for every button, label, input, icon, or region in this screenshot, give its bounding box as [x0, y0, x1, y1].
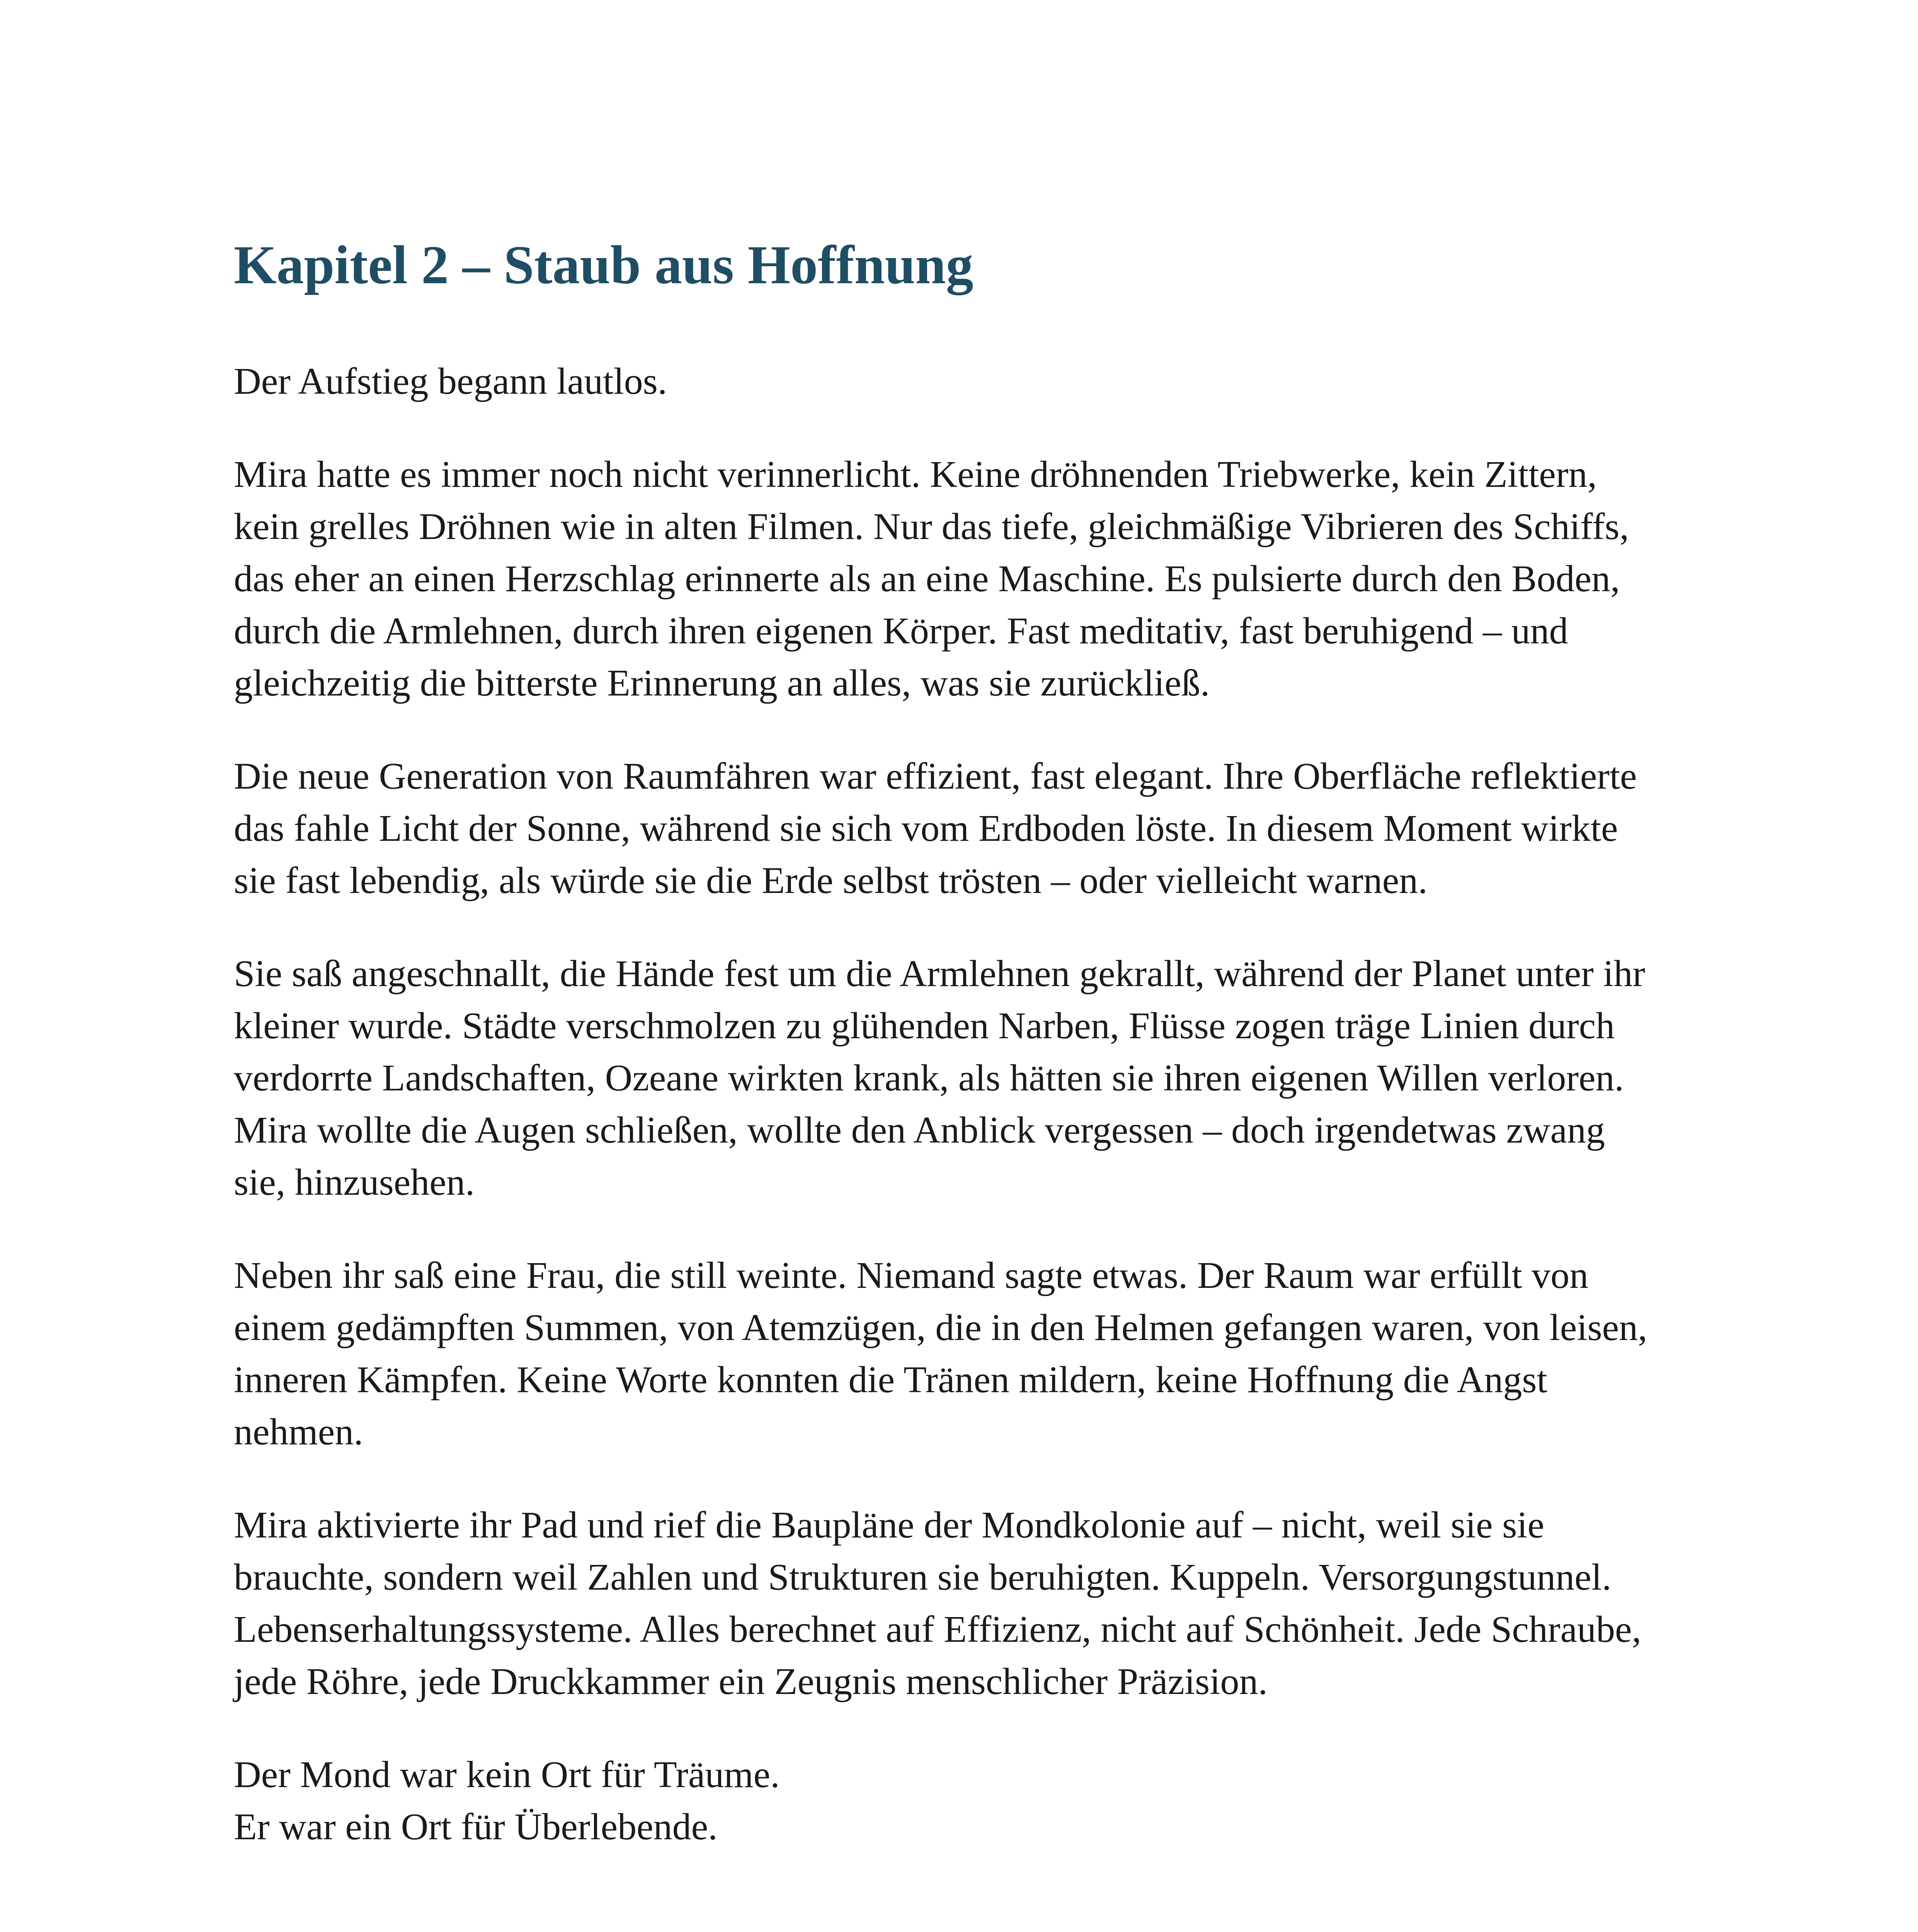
paragraph: Neben ihr saß eine Frau, die still weinte. Niemand sagte etwas. Der Raum war erfüllt von einem gedämpften Summen, von Atemzügen, die in den Helmen gefangen waren, von leisen, inneren Kämpfen. Keine Worte konnten die Tränen mildern, keine Hoffnung die Angst nehmen.: [234, 1255, 1647, 1453]
document-body: [234, 232, 1702, 1932]
paragraph: Sie saß angeschnallt, die Hände fest um die Armlehnen gekrallt, während der Planet unter ihr kleiner wurde. Städte verschmolzen zu glühenden Narben, Flüsse zogen träge Linien durch verdorrte Landschaften, Ozeane wirkten krank, als hätten sie ihren eigenen Willen verloren. Mira wollte die Augen schließen, wollte den Anblick vergessen – doch irgendetwas zwang sie, hinzusehen.: [234, 953, 1646, 1204]
paragraph: Die neue Generation von Raumfähren war effizient, fast elegant. Ihre Oberfläche reflektierte das fahle Licht der Sonne, während sie sich vom Erdboden löste. In diesem Moment wirkte sie fast lebendig, als würde sie die Erde selbst trösten – oder vielleicht warnen.: [234, 755, 1637, 902]
paragraph: Der Mond war kein Ort für Träume. Er war ein Ort für Überlebende.: [234, 1754, 780, 1848]
chapter-title: Kapitel 2 – Staub aus Hoffnung: [234, 234, 973, 295]
paragraph: Der Aufstieg begann lautlos.: [234, 361, 667, 403]
paragraph: Mira hatte es immer noch nicht verinnerlicht. Keine dröhnenden Triebwerke, kein Zittern, kein grelles Dröhnen wie in alten Filmen. Nur das tiefe, gleichmäßige Vibrieren des Schiffs, das eher an einen Herzschlag erinnerte als an eine Maschine. Es pulsierte durch den Boden, durch die Armlehnen, durch ihren eigenen Körper. Fast meditativ, fast beruhigend – und gleichzeitig die bitterste Erinnerung an alles, was sie zurückließ.: [234, 454, 1629, 704]
section-break: [234, 1894, 1702, 1932]
paragraph: Mira aktivierte ihr Pad und rief die Baupläne der Mondkolonie auf – nicht, weil sie sie brauchte, sondern weil Zahlen und Strukturen sie beruhigten. Kuppeln. Versorgungstunnel. Lebenserhaltungssysteme. Alles berechnet auf Effizienz, nicht auf Schönheit. Jede Schraube, jede Röhre, jede Druckkammer ein Zeugnis menschlicher Präzision.: [234, 1504, 1641, 1703]
